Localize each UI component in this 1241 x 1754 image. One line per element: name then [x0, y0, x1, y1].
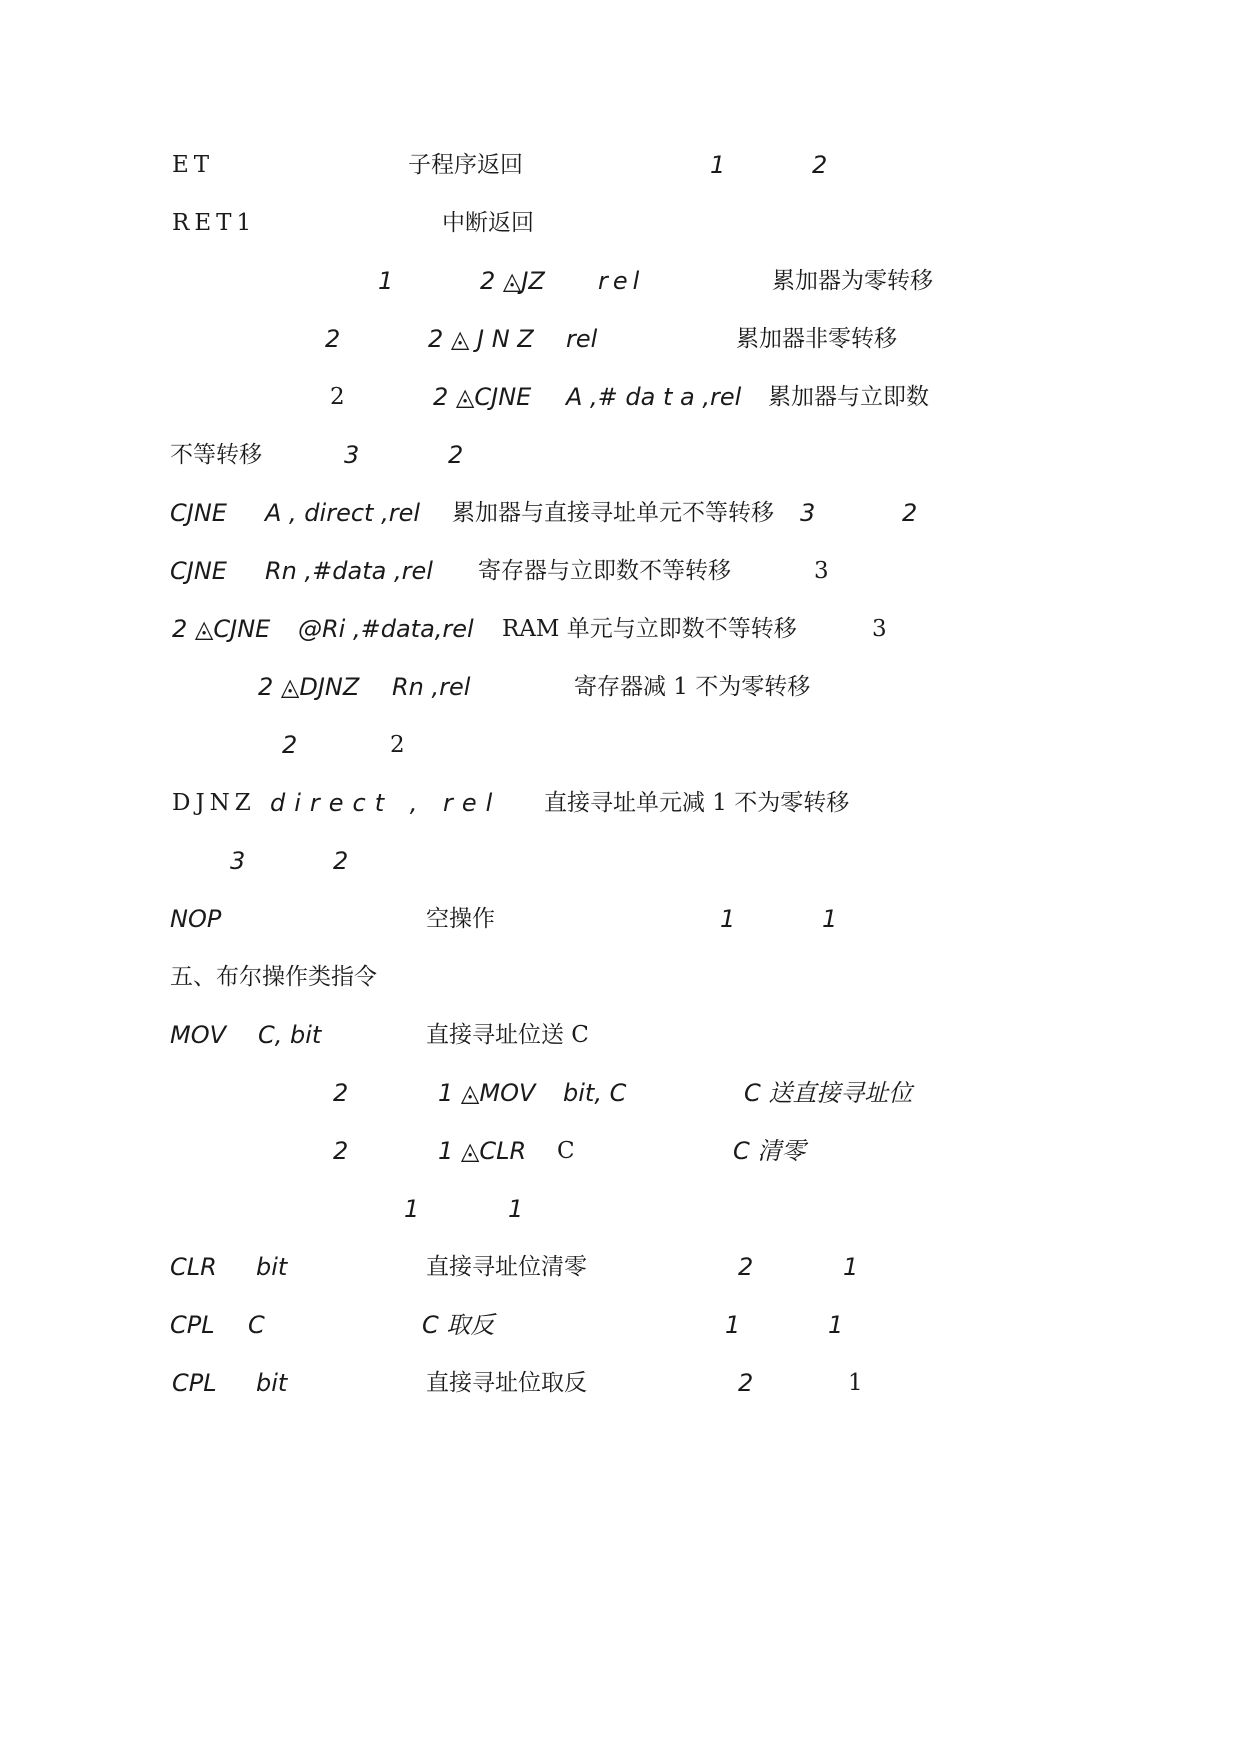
- section-heading: 五、布尔操作类指令: [170, 964, 377, 990]
- instruction-operand: bit: [256, 1253, 288, 1281]
- instruction-mnemonic: ET: [172, 152, 215, 178]
- instruction-description: 累加器与直接寻址单元不等转移: [452, 500, 774, 526]
- instruction-mnemonic: 1 ◬MOV: [438, 1079, 536, 1107]
- instruction-mnemonic: 2 ◬JZ: [480, 267, 545, 295]
- byte-count: 3: [872, 616, 887, 642]
- instruction-description: 累加器为零转移: [772, 268, 933, 294]
- text-line: [0, 1131, 1241, 1171]
- instruction-mnemonic: 2 ◬CJNE: [172, 615, 271, 643]
- byte-count: 3: [230, 847, 246, 875]
- cycle-count: 1: [508, 1195, 524, 1223]
- byte-count: 1: [725, 1311, 741, 1339]
- cycle-count: 2: [333, 847, 349, 875]
- instruction-operand: @Ri ,#data,rel: [298, 615, 474, 643]
- text-line: [0, 1189, 1241, 1229]
- instruction-description: 直接寻址位取反: [426, 1370, 587, 1396]
- text-line: [0, 261, 1241, 301]
- text-line: [0, 1015, 1241, 1055]
- text-line: [0, 1305, 1241, 1345]
- instruction-operand: Rn ,#data ,rel: [265, 557, 433, 585]
- byte-count: 2: [738, 1253, 754, 1281]
- byte-count: 2: [333, 1079, 349, 1107]
- byte-count: 2: [738, 1369, 754, 1397]
- instruction-description: 子程序返回: [408, 152, 523, 178]
- text-line: [0, 435, 1241, 475]
- cycle-count: 1: [848, 1370, 863, 1396]
- byte-count: 2: [325, 325, 341, 353]
- instruction-operand: A , direct ,rel: [265, 499, 421, 527]
- byte-count: 1: [404, 1195, 420, 1223]
- instruction-description: 寄存器与立即数不等转移: [478, 558, 731, 584]
- instruction-mnemonic: CPL: [172, 1369, 217, 1397]
- instruction-description: 空操作: [426, 906, 495, 932]
- byte-count: 1: [710, 151, 726, 179]
- instruction-description: 不等转移: [170, 442, 262, 468]
- text-line: [0, 725, 1241, 765]
- instruction-description: 中断返回: [442, 210, 534, 236]
- cycle-count: 2: [812, 151, 828, 179]
- instruction-description: C 取反: [422, 1311, 495, 1339]
- cycle-count: 1: [843, 1253, 859, 1281]
- byte-count: 3: [344, 441, 360, 469]
- instruction-operand: C: [248, 1311, 265, 1339]
- instruction-mnemonic: 2 ◬DJNZ: [258, 673, 360, 701]
- byte-count: 1: [378, 267, 394, 295]
- instruction-mnemonic: NOP: [170, 905, 222, 933]
- text-line: [0, 899, 1241, 939]
- text-line: [0, 609, 1241, 649]
- text-line: [0, 841, 1241, 881]
- byte-count: 2: [282, 731, 298, 759]
- instruction-description: 寄存器减 1 不为零转移: [574, 674, 811, 700]
- byte-count: 3: [814, 558, 829, 584]
- instruction-mnemonic: CLR: [170, 1253, 217, 1281]
- byte-count: 2: [330, 384, 345, 410]
- text-line: [0, 203, 1241, 243]
- instruction-operand: rel: [598, 267, 645, 295]
- instruction-mnemonic: MOV: [170, 1021, 227, 1049]
- instruction-description: 累加器与立即数: [768, 384, 929, 410]
- text-line: [0, 377, 1241, 417]
- instruction-operand: C: [557, 1138, 575, 1164]
- instruction-operand: bit: [256, 1369, 288, 1397]
- text-line: [0, 957, 1241, 997]
- instruction-operand: C, bit: [258, 1021, 322, 1049]
- instruction-description: C 清零: [733, 1137, 806, 1165]
- text-line: [0, 551, 1241, 591]
- instruction-mnemonic: DJNZ: [172, 790, 256, 816]
- byte-count: 1: [720, 905, 736, 933]
- instruction-description: 直接寻址位清零: [426, 1254, 587, 1280]
- text-line: [0, 1363, 1241, 1403]
- cycle-count: 2: [390, 732, 405, 758]
- text-line: [0, 1247, 1241, 1287]
- text-line: [0, 319, 1241, 359]
- instruction-mnemonic: CJNE: [170, 499, 227, 527]
- instruction-description: 直接寻址位送 C: [426, 1022, 589, 1048]
- text-line: [0, 145, 1241, 185]
- instruction-description: 直接寻址单元减 1 不为零转移: [544, 790, 850, 816]
- byte-count: 2: [333, 1137, 349, 1165]
- cycle-count: 2: [448, 441, 464, 469]
- cycle-count: 1: [828, 1311, 844, 1339]
- text-line: [0, 667, 1241, 707]
- instruction-mnemonic: CPL: [170, 1311, 215, 1339]
- instruction-operand: Rn ,rel: [392, 673, 471, 701]
- instruction-mnemonic: CJNE: [170, 557, 227, 585]
- instruction-mnemonic: 2 ◬ J N Z: [428, 325, 534, 353]
- instruction-description: C 送直接寻址位: [744, 1079, 913, 1107]
- cycle-count: 2: [902, 499, 918, 527]
- byte-count: 3: [800, 499, 816, 527]
- text-line: [0, 493, 1241, 533]
- instruction-operand: direct , rel: [270, 789, 502, 817]
- instruction-description: 累加器非零转移: [736, 326, 897, 352]
- instruction-mnemonic: RET1: [172, 210, 257, 236]
- cycle-count: 1: [822, 905, 838, 933]
- text-line: [0, 783, 1241, 823]
- instruction-mnemonic: 1 ◬CLR: [438, 1137, 527, 1165]
- instruction-mnemonic: 2 ◬CJNE: [433, 383, 532, 411]
- instruction-description: RAM 单元与立即数不等转移: [502, 616, 797, 642]
- instruction-operand: bit, C: [563, 1079, 627, 1107]
- instruction-operand: rel: [566, 325, 598, 353]
- text-line: [0, 1073, 1241, 1113]
- instruction-operand: A ,# da t a ,rel: [566, 383, 742, 411]
